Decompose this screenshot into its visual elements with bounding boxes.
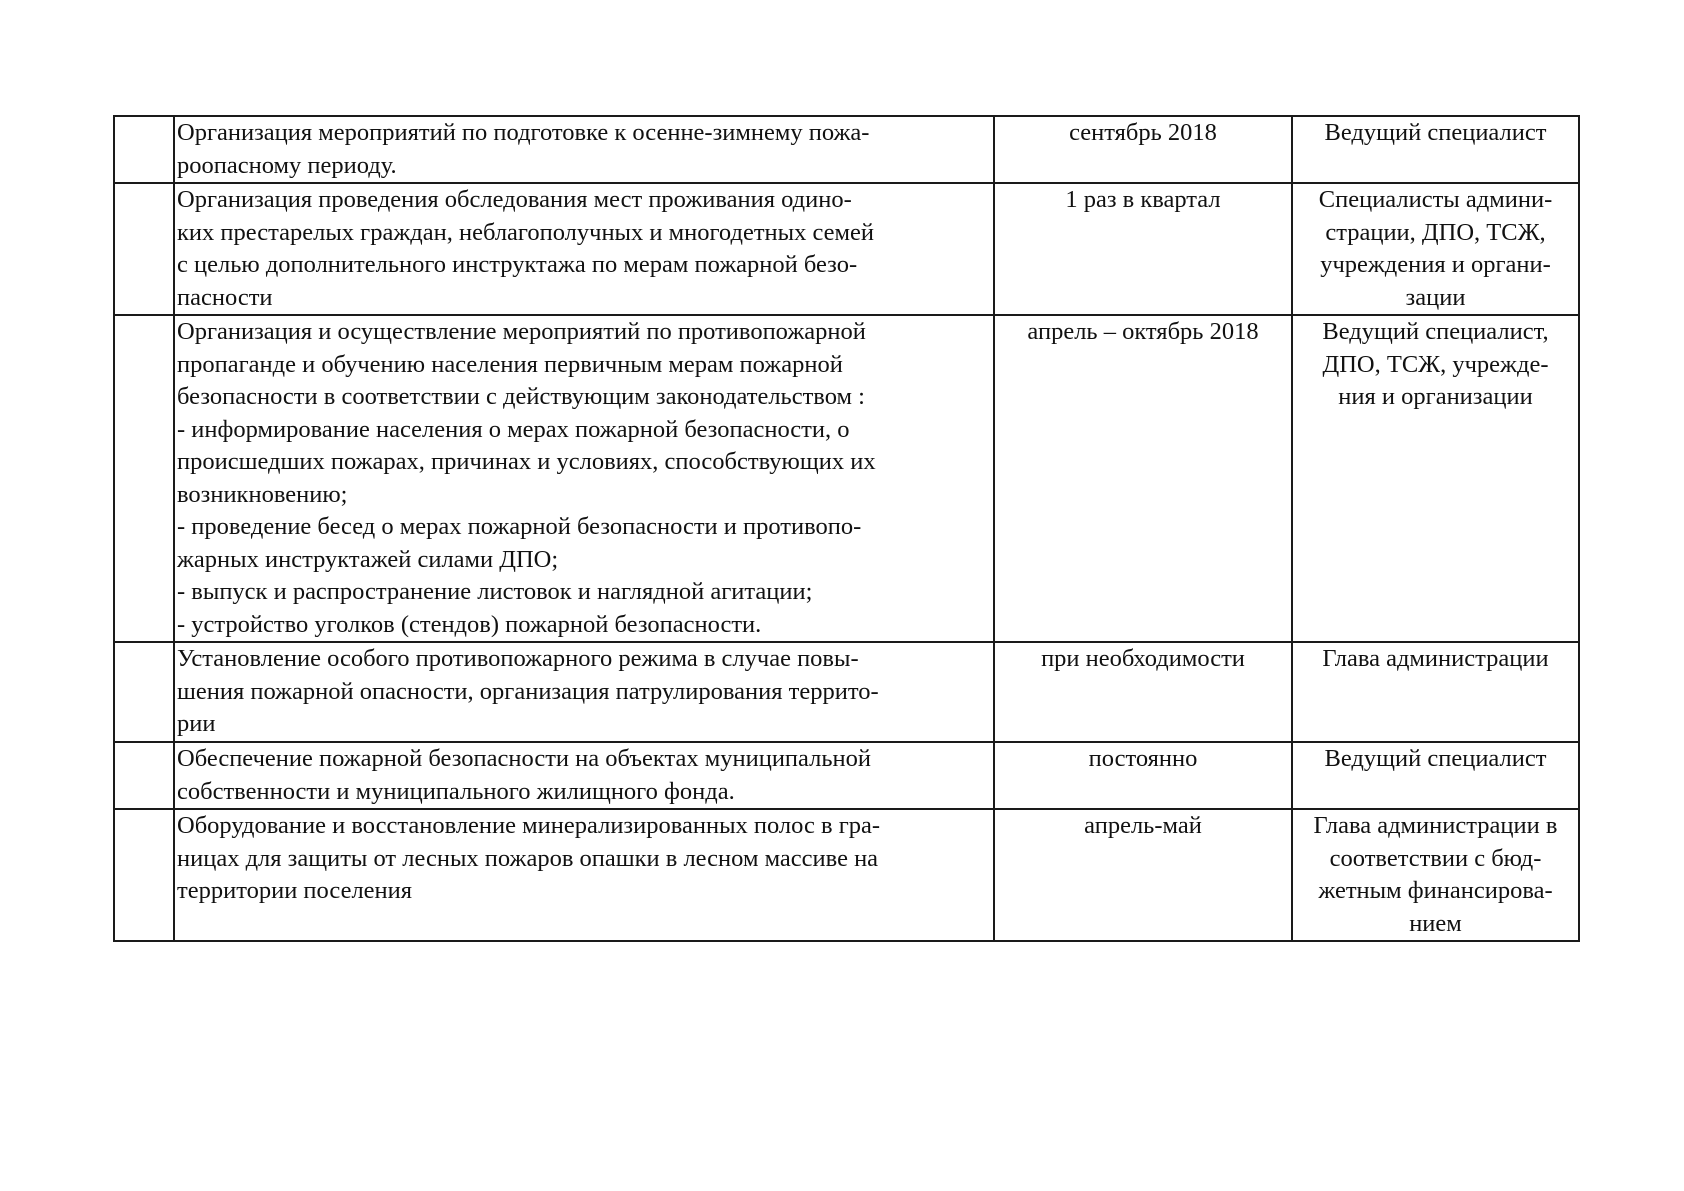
responsible-cell: Глава администрации в соответствии с бюд- жетным финансирова- нием (1292, 809, 1579, 941)
row-number-cell (114, 642, 174, 742)
event-cell: Обеспечение пожарной безопасности на объектах муниципальной собственности и муниципального жилищного фонда. (174, 742, 994, 809)
table-row (114, 315, 1579, 642)
deadline-cell: апрель-май (994, 809, 1292, 941)
row-number-cell (114, 116, 174, 183)
table-row (114, 116, 1579, 183)
deadline-cell: апрель – октябрь 2018 (994, 315, 1292, 642)
responsible-cell: Глава администрации (1292, 642, 1579, 742)
table-row (114, 809, 1579, 941)
row-number-cell (114, 809, 174, 941)
event-cell: Оборудование и восстановление минерализированных полос в гра- ницах для защиты от лесных пожаров опашки в лесном массиве на территории поселения (174, 809, 994, 941)
fire-safety-plan-table (113, 115, 1580, 942)
responsible-cell: Ведущий специалист (1292, 742, 1579, 809)
table-row (114, 642, 1579, 742)
responsible-cell: Ведущий специалист (1292, 116, 1579, 183)
row-number-cell (114, 742, 174, 809)
event-cell: Организация проведения обследования мест проживания одино- ких престарелых граждан, неблагополучных и многодетных семей с целью дополнительного инструктажа по мерам пожарной безо- пасности (174, 183, 994, 315)
event-cell: Установление особого противопожарного режима в случае повы- шения пожарной опасности, организация патрулирования террито- рии (174, 642, 994, 742)
deadline-cell: 1 раз в квартал (994, 183, 1292, 315)
deadline-cell: постоянно (994, 742, 1292, 809)
deadline-cell: сентябрь 2018 (994, 116, 1292, 183)
deadline-cell: при необходимости (994, 642, 1292, 742)
responsible-cell: Специалисты админи- страции, ДПО, ТСЖ, учреждения и органи- зации (1292, 183, 1579, 315)
row-number-cell (114, 315, 174, 642)
row-number-cell (114, 183, 174, 315)
event-cell: Организация мероприятий по подготовке к осенне-зимнему пожа- роопасному периоду. (174, 116, 994, 183)
responsible-cell: Ведущий специалист, ДПО, ТСЖ, учрежде- ния и организации (1292, 315, 1579, 642)
table-row (114, 183, 1579, 315)
event-cell: Организация и осуществление мероприятий по противопожарной пропаганде и обучению населения первичным мерам пожарной безопасности в соответствии с действующим законодательством : - информирование населения о мерах пожарной безопасности, о происшедших пожарах, причинах и условиях, способствующих их возникновению; - проведение бесед о мерах пожарной безопасности и противопо- жарных инструктажей силами ДПО; - выпуск и распространение листовок и наглядной агитации; - устройство уголков (стендов) пожарной безопасности. (174, 315, 994, 642)
table-row (114, 742, 1579, 809)
